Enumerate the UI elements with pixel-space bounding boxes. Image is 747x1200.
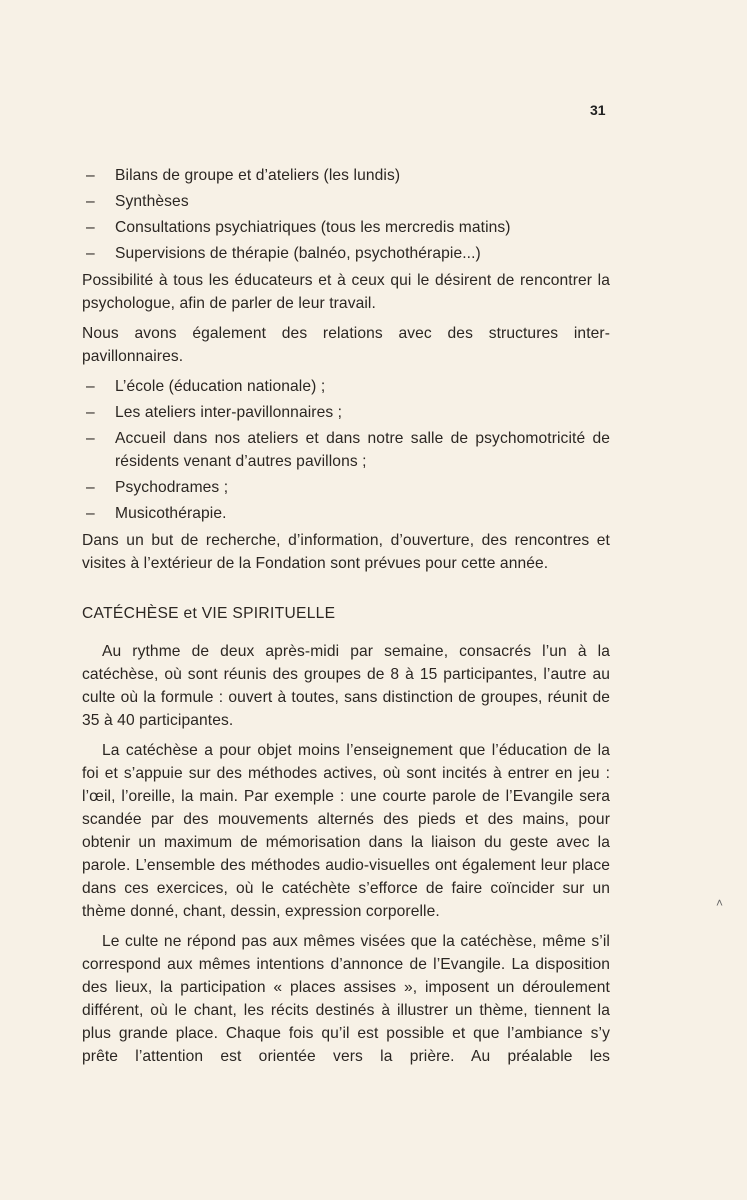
dash-bullet: – <box>86 219 95 236</box>
list-item: – Synthèses <box>82 190 610 213</box>
page-number: 31 <box>590 102 606 118</box>
paragraph-culte: Le culte ne répond pas aux mêmes visées que la catéchèse, même s’il correspond aux mêmes intentions d’annonce de l’Evangile. La disposition des lieux, la participation « places assises », imposent un déroulement différent, où le chant, les récits destinés à illustrer un thème, tiennent la plus grande place. Chaque fois qu’il est possible et que l’ambiance s’y prête l’attention est orientée vers la prière. Au préalable les <box>82 933 610 1065</box>
dash-bullet: – <box>86 193 95 210</box>
section-heading: CATÉCHÈSE et VIE SPIRITUELLE <box>82 605 336 622</box>
list-item: – Musicothérapie. <box>82 502 610 525</box>
paragraph-psychologue: Possibilité à tous les éducateurs et à ceux qui le désirent de rencontrer la psychologue, afin de parler de leur travail. <box>82 272 610 312</box>
list-item: – Bilans de groupe et d’ateliers (les lundis) <box>82 164 610 187</box>
list-item: – Consultations psychiatriques (tous les mercredis matins) <box>82 216 610 239</box>
paragraph-rythme: Au rythme de deux après-midi par semaine, consacrés l’un à la catéchèse, où sont réunis des groupes de 8 à 15 participantes, l’autre au culte où la formule : ouvert à toutes, sans distinction de groupes, réunit de 35 à 40 participantes. <box>82 643 610 729</box>
dash-bullet: – <box>86 479 95 496</box>
paragraph-catechese: La catéchèse a pour objet moins l’enseignement que l’éducation de la foi et s’appuie sur des méthodes actives, où sont incités à entrer en jeu : l’œil, l’oreille, la main. Par exemple : une courte parole de l’Evangile sera scandée par des mouvements alternés des pieds et des mains, pour obtenir un maximum de mémorisation dans la liaison du geste avec la parole. L’ensemble des méthodes audio-visuelles ont également leur place dans ces exercices, où le catéchète s’efforce de faire coïncider sur un thème donné, chant, dessin, expression corporelle. <box>82 742 610 920</box>
margin-mark: ˄ <box>716 896 724 910</box>
dash-bullet: – <box>86 505 95 522</box>
list-item: – Psychodrames ; <box>82 476 610 499</box>
dash-bullet: – <box>86 167 95 184</box>
dash-bullet: – <box>86 378 95 395</box>
list-item: – Accueil dans nos ateliers et dans notre salle de psychomotricité de résidents venant d’autres pavillons ; <box>82 427 610 473</box>
dash-bullet: – <box>86 404 95 421</box>
list-item: – L’école (éducation nationale) ; <box>82 375 610 398</box>
structures-list <box>82 375 610 525</box>
dash-bullet: – <box>86 245 95 262</box>
spacer <box>82 582 610 602</box>
paragraph-recherche: Dans un but de recherche, d’information, d’ouverture, des rencontres et visites à l’extérieur de la Fondation sont prévues pour cette année. <box>82 532 610 572</box>
list-item: – Les ateliers inter-pavillonnaires ; <box>82 401 610 424</box>
paragraph-relations: Nous avons également des relations avec des structures inter-pavillonnaires. <box>82 325 610 365</box>
meetings-list <box>82 164 610 265</box>
list-item: – Supervisions de thérapie (balnéo, psychothérapie...) <box>82 242 610 265</box>
body-text <box>82 164 610 1075</box>
dash-bullet: – <box>86 430 95 447</box>
